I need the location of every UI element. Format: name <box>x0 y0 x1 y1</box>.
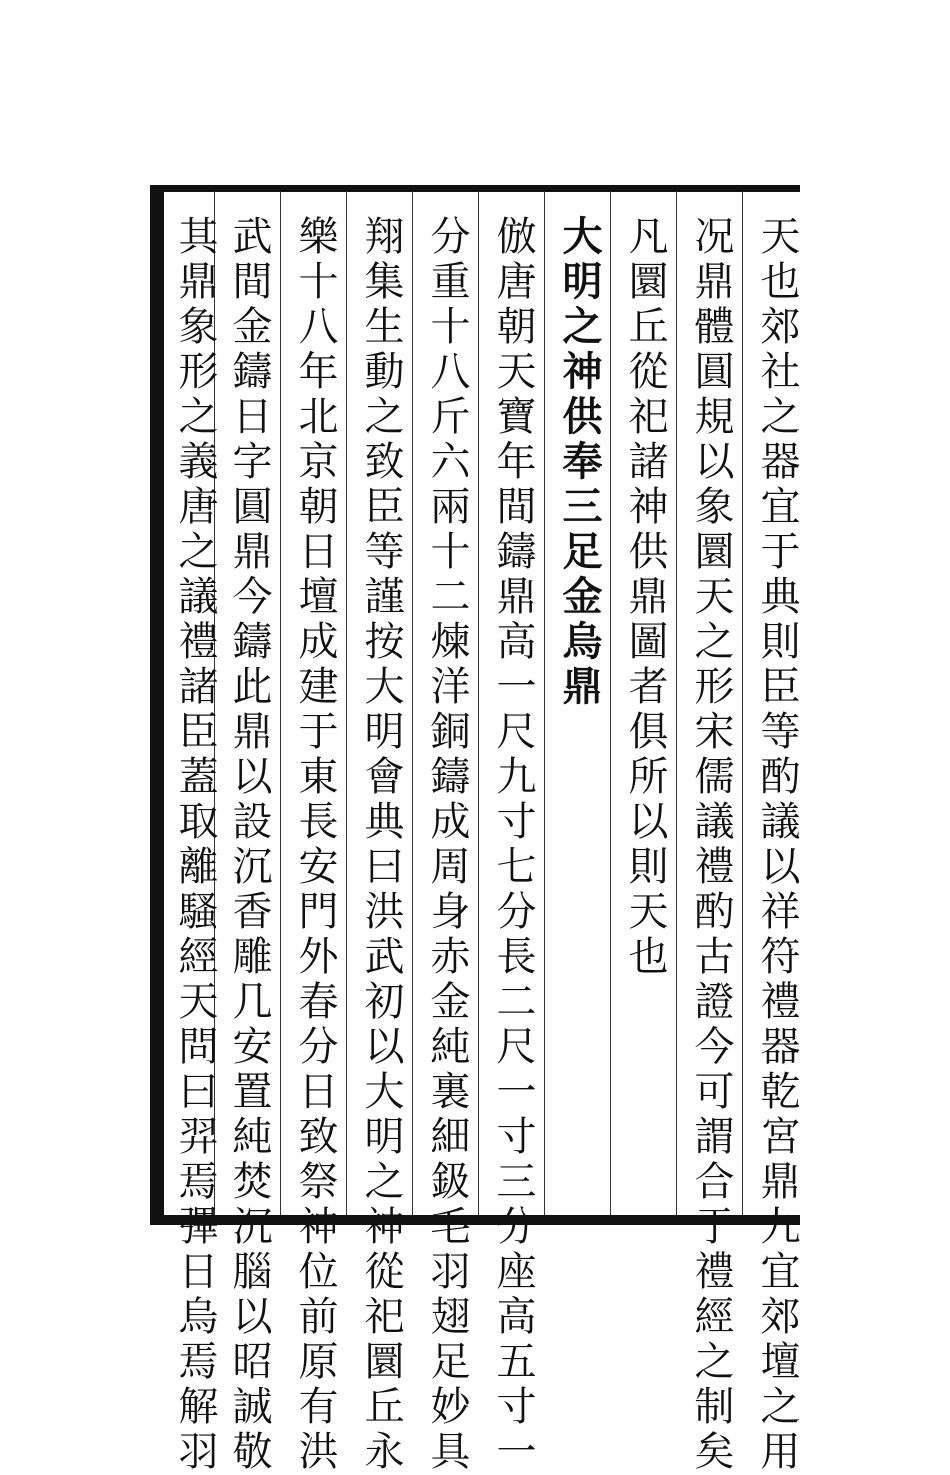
text-column-9: 武間金鑄日字圓鼎今鑄此鼎以設沉香雕几安置純焚沉腦以昭誠敬 <box>226 215 272 1475</box>
column-rule <box>280 191 281 1215</box>
text-column-1: 天也郊社之器宜于典則臣等酌議以祥符禮器乾宮鼎九宜郊壇之用 <box>754 215 800 1475</box>
top-border <box>150 185 800 192</box>
column-rule <box>742 191 743 1215</box>
text-block <box>150 185 800 1475</box>
left-border <box>150 185 164 1225</box>
text-column-5: 倣唐朝天寶年間鑄鼎高一尺九寸七分長二尺一寸三分座高五寸一 <box>490 215 536 1475</box>
column-rule <box>544 191 545 1215</box>
column-rule <box>412 191 413 1215</box>
column-rule <box>478 191 479 1215</box>
column-rule <box>676 191 677 1215</box>
text-column-7: 翔集生動之致臣等謹按大明會典曰洪武初以大明之神從祀圜丘永 <box>358 215 404 1475</box>
text-column-8: 樂十八年北京朝日壇成建于東長安門外春分日致祭神位前原有洪 <box>292 215 338 1475</box>
column-rule <box>610 191 611 1215</box>
text-column-6: 分重十八斤六兩十二煉洋銅鑄成周身赤金純裏細鈒毛羽翅足妙具 <box>424 215 470 1475</box>
section-heading: 大明之神供奉三足金烏鼎 <box>556 215 603 710</box>
column-rule <box>346 191 347 1215</box>
text-column-2: 况鼎體圓規以象圜天之形宋儒議禮酌古證今可謂合于禮經之制矣 <box>688 215 734 1475</box>
text-column-3: 凡圜丘從祀諸神供鼎圖者俱所以則天也 <box>622 215 668 980</box>
text-column-10: 其鼎象形之義唐之議禮諸臣蓋取離騷經天問曰羿焉彃日烏焉解羽 <box>172 215 218 1475</box>
